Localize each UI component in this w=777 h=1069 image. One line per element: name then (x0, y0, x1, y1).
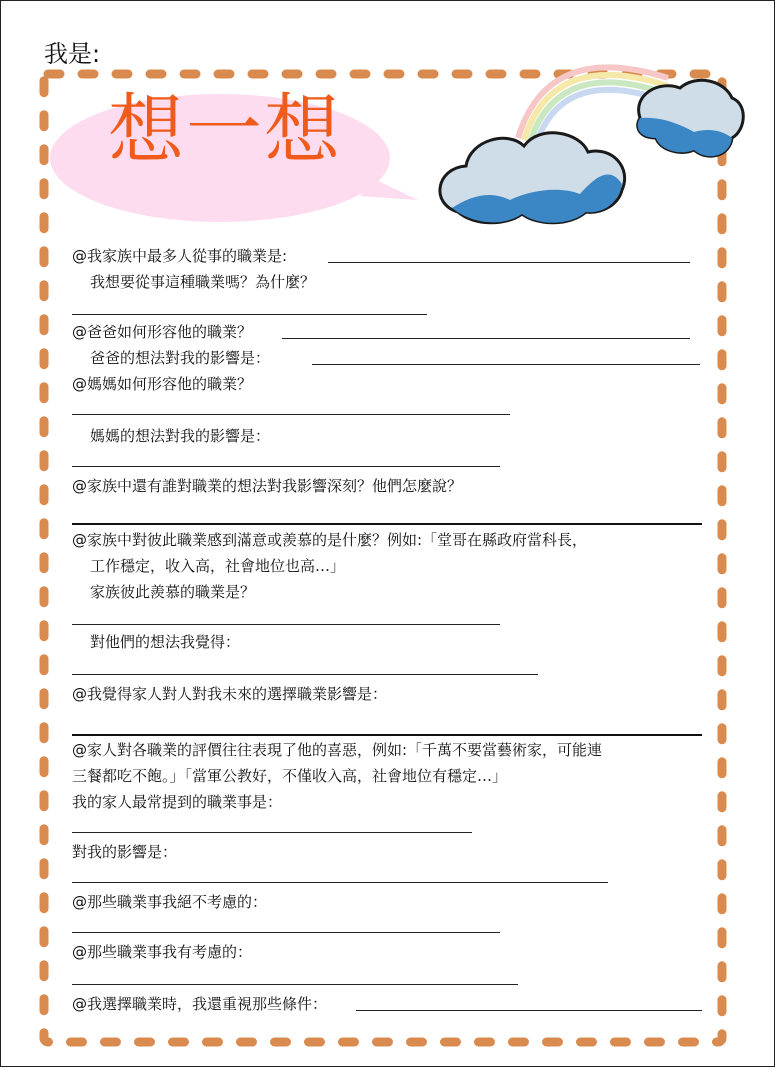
answer-blank[interactable] (72, 832, 472, 833)
question-family-main-job: @我家族中最多人從事的職業是: (72, 247, 288, 265)
question-father-influence: 爸爸的想法對我的影響是： (90, 349, 271, 367)
answer-blank[interactable] (72, 734, 702, 736)
answer-blank[interactable] (72, 466, 500, 467)
answer-blank[interactable] (72, 984, 518, 985)
question-never-consider: @那些職業事我絕不考慮的： (72, 893, 268, 911)
cloud-icon (440, 133, 625, 223)
question-my-opinion: 對他們的想法我覺得： (90, 633, 241, 651)
question-effect-on-me: 對我的影響是： (72, 843, 178, 861)
answer-blank[interactable] (72, 414, 510, 415)
name-label: 我是: (44, 40, 101, 68)
question-family-envy: @家族中對彼此職業感到滿意或羨慕的是什麼？例如:「堂哥在縣政府當科長， (72, 531, 588, 549)
answer-blank[interactable] (328, 262, 690, 263)
question-mother-influence: 媽媽的想法對我的影響是： (90, 427, 271, 445)
answer-blank[interactable] (72, 523, 702, 525)
question-other-conditions: @我選擇職業時，我還重視那些條件： (72, 995, 328, 1013)
banner-title: 想一想 (108, 85, 342, 174)
question-family-evaluation-cont: 三餐都吃不飽。」「當軍公教好，不僅收入高，社會地位有穩定…」 (72, 767, 508, 785)
answer-blank[interactable] (72, 882, 608, 883)
answer-blank[interactable] (282, 338, 690, 339)
question-family-envy-cont: 工作穩定，收入高，社會地位也高…」 (90, 557, 346, 575)
answer-blank[interactable] (312, 364, 700, 365)
answer-blank[interactable] (72, 674, 538, 675)
answer-blank[interactable] (72, 624, 500, 625)
question-do-consider: @那些職業事我有考慮的： (72, 943, 253, 961)
answer-blank[interactable] (72, 932, 500, 933)
question-want-this-job: 我想要從事這種職業嗎？為什麼？ (90, 273, 316, 291)
question-family-evaluation: @家人對各職業的評價往往表現了他的喜惡，例如:「千萬不要當藝術家，可能連 (72, 741, 603, 759)
question-most-mentioned-job: 我的家人最常提到的職業事是： (72, 793, 283, 811)
question-envied-job: 家族彼此羨慕的職業是？ (90, 583, 256, 601)
small-cloud-icon (638, 80, 744, 156)
answer-blank[interactable] (356, 1010, 702, 1011)
answer-blank[interactable] (72, 314, 427, 315)
question-family-influence-future: @我覺得家人對人對我未來的選擇職業影響是： (72, 685, 388, 703)
question-family-deep-influence: @家族中還有誰對職業的想法對我影響深刻？他們怎麼說？ (72, 477, 463, 495)
question-father-describe: @爸爸如何形容他的職業？ (72, 323, 253, 341)
question-mother-describe: @媽媽如何形容他的職業？ (72, 375, 253, 393)
